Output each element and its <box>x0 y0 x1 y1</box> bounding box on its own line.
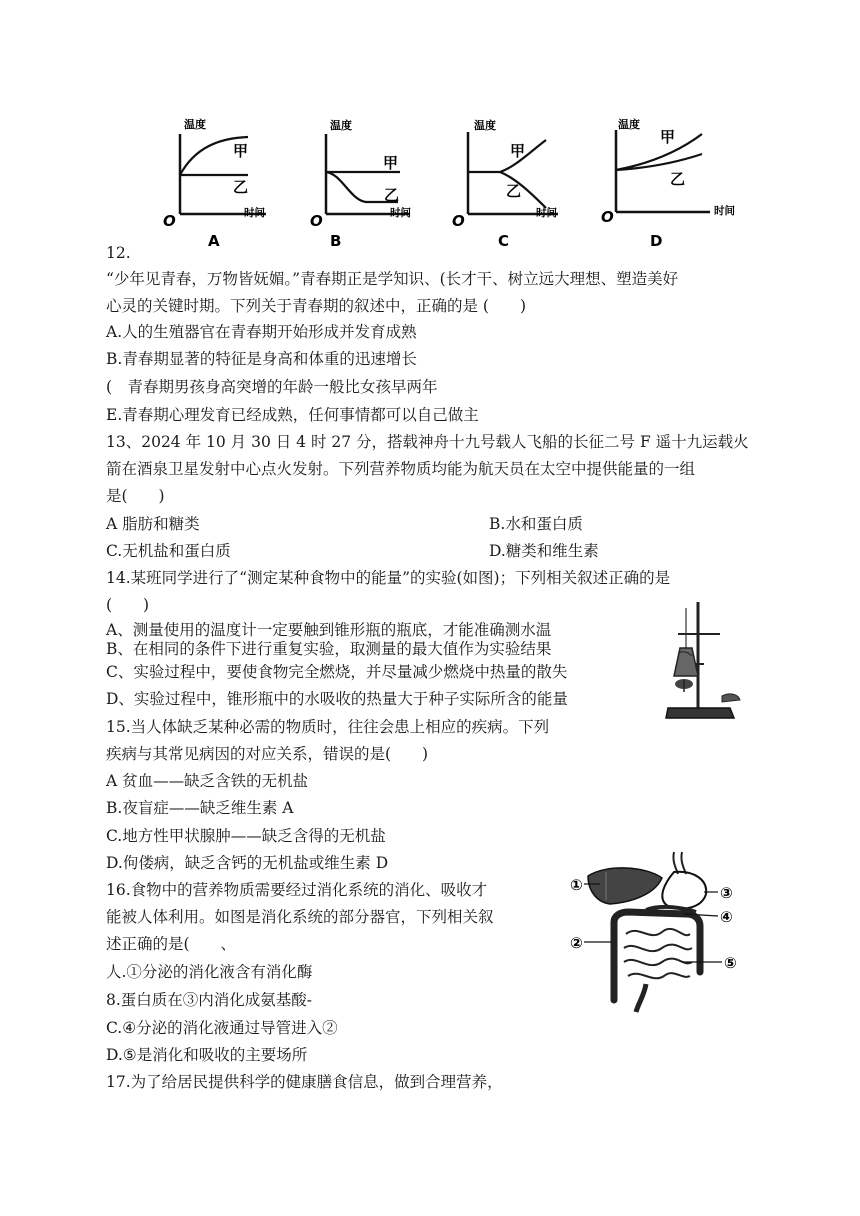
q12-number: 12. <box>106 244 131 262</box>
graph-d-ylabel: 温度 <box>618 118 640 131</box>
label-2: ② <box>570 934 583 952</box>
graph-a-xlabel: 时间 <box>244 207 265 219</box>
graph-a-jia: 甲 <box>233 142 249 160</box>
q13-option-c: C.无机盐和蛋白质 <box>106 542 231 560</box>
q13-option-a: A 脂肪和糖类 <box>106 515 200 533</box>
graph-d <box>598 112 768 250</box>
graph-c-origin: O <box>452 212 465 230</box>
graph-b-letter: B <box>330 232 342 250</box>
q15-option-d: D.佝偻病，缺乏含钙的无机盐或维生素 D <box>106 854 389 872</box>
graph-a-ylabel: 温度 <box>184 118 206 131</box>
q15-option-b: B.夜盲症——缺乏维生素 A <box>106 799 294 817</box>
q16-option-d: D.⑤是消化和吸收的主要场所 <box>106 1046 308 1064</box>
graph-c-yi: 乙 <box>506 182 522 200</box>
q15-stem-line2: 疾病与其常见病因的对应关系，错误的是( ) <box>106 745 429 763</box>
q13-stem-line2: 箭在酒泉卫星发射中心点火发射。下列营养物质均能为航天员在太空中提供能量的一组 <box>106 460 696 478</box>
graph-a-yi: 乙 <box>233 178 249 196</box>
q17-stem-line1: 17.为了给居民提供科学的健康膳食信息，做到合理营养， <box>106 1073 503 1091</box>
graph-b-xlabel: 时间 <box>390 207 411 219</box>
q12-option-d: E.青春期心理发育已经成熟，任何事情都可以自己做主 <box>106 406 479 424</box>
graph-d-xlabel: 时间 <box>714 205 735 217</box>
q16-stem-line2: 能被人体利用。如图是消化系统的部分器官，下列相关叙 <box>106 908 494 926</box>
graph-d-yi: 乙 <box>670 170 686 188</box>
q14-option-a: A、测量使用的温度计一定要触到锥形瓶的瓶底，才能准确测水温 <box>106 621 552 639</box>
q13-stem-line3: 是( ) <box>106 487 165 505</box>
q14-stem-line2: ( ) <box>106 596 150 614</box>
digestive-system-figure <box>566 850 742 1014</box>
q13-option-b: B.水和蛋白质 <box>489 515 583 533</box>
graph-b-ylabel: 温度 <box>330 119 352 132</box>
label-1: ① <box>570 876 583 894</box>
graph-a-origin: O <box>163 212 176 230</box>
graph-a-letter: A <box>208 232 220 250</box>
q14-option-b: B、在相同的条件下进行重复实验，取测量的最大值作为实验结果 <box>106 640 552 658</box>
graph-b-origin: O <box>310 212 323 230</box>
q14-stem-line1: 14.某班同学进行了“测定某种食物中的能量”的实验(如图)；下列相关叙述正确的是 <box>106 569 671 587</box>
graph-c-jia: 甲 <box>510 142 526 160</box>
q15-option-c: C.地方性甲状腺肿——缺乏含得的无机盐 <box>106 827 386 845</box>
graph-c-ylabel: 温度 <box>474 119 496 132</box>
q15-option-a: A 贫血——缺乏含铁的无机盐 <box>106 772 309 790</box>
label-3: ③ <box>720 884 733 902</box>
calorimeter-apparatus-figure <box>664 598 748 722</box>
q14-option-d: D、实验过程中，锥形瓶中的水吸收的热量大于种子实际所含的能量 <box>106 690 568 708</box>
q14-option-c: C、实验过程中，要使食物完全燃烧，并尽量减少燃烧中热量的散失 <box>106 663 568 681</box>
graph-b-jia: 甲 <box>383 154 399 172</box>
q16-option-c: C.④分泌的消化液通过导管进入② <box>106 1019 338 1037</box>
q16-stem-line3: 述正确的是( 、 <box>106 935 237 953</box>
graph-c-xlabel: 时间 <box>536 207 557 219</box>
graph-a <box>160 112 330 250</box>
graph-c-letter: C <box>498 232 510 250</box>
graph-b-yi: 乙 <box>384 186 400 204</box>
q16-stem-line1: 16.食物中的营养物质需要经过消化系统的消化、吸收才 <box>106 881 488 899</box>
graph-d-letter: D <box>650 232 663 250</box>
graph-d-jia: 甲 <box>660 128 676 146</box>
label-5: ⑤ <box>724 954 737 972</box>
q16-option-b: 8.蛋白质在③内消化成氨基酸- <box>106 991 313 1009</box>
q16-option-a: 人.①分泌的消化液含有消化酶 <box>106 963 313 981</box>
q13-option-d: D.糖类和维生素 <box>489 542 599 560</box>
q15-stem-line1: 15.当人体缺乏某种必需的物质时，往往会患上相应的疾病。下列 <box>106 718 550 736</box>
q12-stem-line2: 心灵的关键时期。下列关于青春期的叙述中，正确的是 ( ) <box>106 297 527 315</box>
q12-option-b: B.青春期显著的特征是身高和体重的迅速增长 <box>106 350 417 368</box>
label-4: ④ <box>720 908 733 926</box>
q12-option-a: A.人的生殖器官在青春期开始形成并发育成熟 <box>106 323 417 341</box>
q12-option-c: ( 青春期男孩身高突增的年龄一般比女孩早两年 <box>106 378 438 396</box>
q13-stem-line1: 13、2024 年 10 月 30 日 4 时 27 分，搭载神舟十九号载人飞船的长征二号 F 遥十九运载火 <box>106 433 749 451</box>
graph-d-origin: O <box>601 208 614 226</box>
q12-stem-line1: “少年见青春，万物皆妩媚。”青春期正是学知识、(长才干、树立远大理想、塑造美好 <box>106 270 679 288</box>
graph-c <box>450 112 620 250</box>
